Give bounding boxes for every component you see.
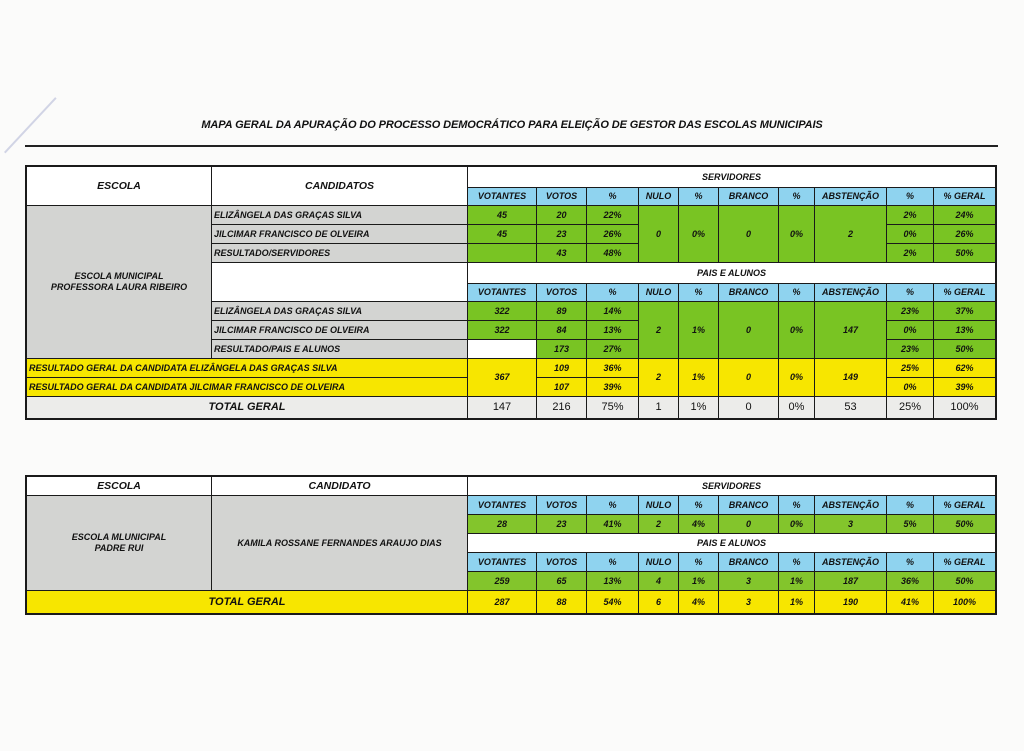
overall-result-label: RESULTADO GERAL DA CANDIDATA ELIZÂNGELA DAS GRAÇAS SILVA: [27, 359, 467, 377]
cell-abstencao-pct: 2%: [887, 244, 933, 262]
col-header-nulo-pct: %: [679, 284, 718, 301]
col-header-nulo: NULO: [639, 496, 678, 514]
total-branco: 3: [719, 591, 778, 613]
col-header-pct: %: [587, 553, 638, 571]
col-header-abstencao-pct: %: [887, 188, 933, 205]
col-header-votos: VOTOS: [537, 188, 586, 205]
col-header-branco-pct: %: [779, 553, 814, 571]
col-header-abstencao: ABSTENÇÃO: [815, 188, 886, 205]
candidatos-header: CANDIDATOS: [212, 167, 467, 205]
cell-votos: 89: [537, 302, 586, 320]
pais-branco: 3: [719, 572, 778, 590]
col-header-branco: BRANCO: [719, 188, 778, 205]
pais-nulo-pct: 1%: [679, 302, 718, 358]
pais-abstencao: 147: [815, 302, 886, 358]
total-abstencao-pct: 41%: [887, 591, 933, 613]
cell-pct: 22%: [587, 206, 638, 224]
overall-result-label: RESULTADO GERAL DA CANDIDATA JILCIMAR FRANCISCO DE OLVEIRA: [27, 378, 467, 396]
pais-nulo-pct: 1%: [679, 572, 718, 590]
cell-votos: 109: [537, 359, 586, 377]
servidores-branco-pct: 0%: [779, 515, 814, 533]
col-header-branco: BRANCO: [719, 496, 778, 514]
cell-pct-geral: 24%: [934, 206, 995, 224]
col-header-abstencao: ABSTENÇÃO: [815, 496, 886, 514]
cell-votos: 43: [537, 244, 586, 262]
col-header-nulo: NULO: [639, 284, 678, 301]
overall-branco-pct: 0%: [779, 359, 814, 396]
total-pct: 54%: [587, 591, 638, 613]
total-abstencao: 190: [815, 591, 886, 613]
servidores-abstencao: 2: [815, 206, 886, 262]
col-header-nulo: NULO: [639, 188, 678, 205]
total-pct-geral: 100%: [934, 591, 995, 613]
cell-abstencao-pct: 23%: [887, 340, 933, 358]
total-abstencao-pct: 25%: [887, 397, 933, 418]
col-header-pct-geral: % GERAL: [934, 188, 995, 205]
cell-abstencao-pct: 25%: [887, 359, 933, 377]
cell-votos: 173: [537, 340, 586, 358]
servidores-nulo: 2: [639, 515, 678, 533]
servidores-nulo-pct: 0%: [679, 206, 718, 262]
total-votos: 88: [537, 591, 586, 613]
col-header-pct: %: [587, 284, 638, 301]
overall-nulo: 2: [639, 359, 678, 396]
cell-votos: 107: [537, 378, 586, 396]
cell-abstencao-pct: 2%: [887, 206, 933, 224]
cell-pct-geral: 50%: [934, 244, 995, 262]
cell-pct-geral: 39%: [934, 378, 995, 396]
cell-pct-geral: 50%: [934, 340, 995, 358]
cell-pct-geral: 37%: [934, 302, 995, 320]
total-branco: 0: [719, 397, 778, 418]
candidato-header: CANDIDATO: [212, 477, 467, 495]
servidores-pct-geral: 50%: [934, 515, 995, 533]
servidores-branco-pct: 0%: [779, 206, 814, 262]
total-branco-pct: 1%: [779, 591, 814, 613]
cell-votantes: 322: [468, 321, 536, 339]
pais-branco-pct: 0%: [779, 302, 814, 358]
total-pct: 75%: [587, 397, 638, 418]
pais-votos: 65: [537, 572, 586, 590]
col-header-abstencao-pct: %: [887, 553, 933, 571]
col-header-votantes: VOTANTES: [468, 284, 536, 301]
pais-result-label: RESULTADO/PAIS E ALUNOS: [212, 340, 467, 358]
servidores-nulo-pct: 4%: [679, 515, 718, 533]
pais-abstencao: 187: [815, 572, 886, 590]
col-header-pct: %: [587, 496, 638, 514]
col-header-branco: BRANCO: [719, 284, 778, 301]
cell-votos: 20: [537, 206, 586, 224]
col-header-abstencao: ABSTENÇÃO: [815, 284, 886, 301]
cell-votantes: [468, 244, 536, 262]
candidate-name: KAMILA ROSSANE FERNANDES ARAUJO DIAS: [212, 496, 467, 590]
cell-votos: 23: [537, 225, 586, 243]
document-title: MAPA GERAL DA APURAÇÃO DO PROCESSO DEMOCRÁTICO PARA ELEIÇÃO DE GESTOR DAS ESCOLAS MUNICIPAIS: [201, 119, 823, 131]
col-header-pct: %: [587, 188, 638, 205]
col-header-votos: VOTOS: [537, 496, 586, 514]
col-header-pct-geral: % GERAL: [934, 496, 995, 514]
col-header-votantes: VOTANTES: [468, 188, 536, 205]
servidores-votos: 23: [537, 515, 586, 533]
cell-pct-geral: 13%: [934, 321, 995, 339]
overall-nulo-pct: 1%: [679, 359, 718, 396]
cell-abstencao-pct: 0%: [887, 378, 933, 396]
cell-abstencao-pct: 0%: [887, 321, 933, 339]
cell-pct: 48%: [587, 244, 638, 262]
col-header-branco-pct: %: [779, 496, 814, 514]
col-header-pct-geral: % GERAL: [934, 284, 995, 301]
col-header-branco: BRANCO: [719, 553, 778, 571]
cell-votantes: 45: [468, 206, 536, 224]
col-header-nulo-pct: %: [679, 496, 718, 514]
escola-name: ESCOLA MLUNICIPAL PADRE RUI: [27, 496, 211, 590]
total-votos: 216: [537, 397, 586, 418]
pais-abstencao-pct: 36%: [887, 572, 933, 590]
pais-section-title: PAIS E ALUNOS: [468, 534, 995, 552]
cell-pct: 36%: [587, 359, 638, 377]
cell-votos: 84: [537, 321, 586, 339]
col-header-abstencao: ABSTENÇÃO: [815, 553, 886, 571]
total-geral-label: TOTAL GERAL: [27, 397, 467, 418]
servidores-abstencao-pct: 5%: [887, 515, 933, 533]
total-branco-pct: 0%: [779, 397, 814, 418]
pais-candidate-label: JILCIMAR FRANCISCO DE OLVEIRA: [212, 321, 467, 339]
pais-nulo: 4: [639, 572, 678, 590]
title-divider: [25, 145, 998, 147]
escola-header: ESCOLA: [27, 167, 211, 205]
servidores-nulo: 0: [639, 206, 678, 262]
servidores-votantes: 28: [468, 515, 536, 533]
cell-pct-geral: 62%: [934, 359, 995, 377]
servidores-candidate-label: ELIZÂNGELA DAS GRAÇAS SILVA: [212, 206, 467, 224]
servidores-result-label: RESULTADO/SERVIDORES: [212, 244, 467, 262]
cell-pct: 39%: [587, 378, 638, 396]
total-geral-label: TOTAL GERAL: [27, 591, 467, 613]
servidores-branco: 0: [719, 206, 778, 262]
pais-pct: 13%: [587, 572, 638, 590]
overall-abstencao: 149: [815, 359, 886, 396]
servidores-section-title: SERVIDORES: [468, 167, 995, 187]
col-header-nulo-pct: %: [679, 188, 718, 205]
col-header-branco-pct: %: [779, 188, 814, 205]
servidores-branco: 0: [719, 515, 778, 533]
col-header-votos: VOTOS: [537, 553, 586, 571]
total-abstencao: 53: [815, 397, 886, 418]
total-pct-geral: 100%: [934, 397, 995, 418]
blank-cell: [212, 263, 467, 301]
servidores-abstencao: 3: [815, 515, 886, 533]
escola-header: ESCOLA: [27, 477, 211, 495]
pais-candidate-label: ELIZÂNGELA DAS GRAÇAS SILVA: [212, 302, 467, 320]
cell-votantes: 322: [468, 302, 536, 320]
cell-pct-geral: 26%: [934, 225, 995, 243]
overall-votantes: 367: [468, 359, 536, 396]
servidores-pct: 41%: [587, 515, 638, 533]
pais-votantes: 259: [468, 572, 536, 590]
cell-abstencao-pct: 0%: [887, 225, 933, 243]
pais-branco: 0: [719, 302, 778, 358]
pais-branco-pct: 1%: [779, 572, 814, 590]
total-nulo: 6: [639, 591, 678, 613]
cell-votantes: [468, 340, 536, 358]
col-header-nulo: NULO: [639, 553, 678, 571]
col-header-votos: VOTOS: [537, 284, 586, 301]
col-header-branco-pct: %: [779, 284, 814, 301]
cell-pct: 14%: [587, 302, 638, 320]
cell-abstencao-pct: 23%: [887, 302, 933, 320]
pais-section-title: PAIS E ALUNOS: [468, 263, 995, 283]
servidores-candidate-label: JILCIMAR FRANCISCO DE OLVEIRA: [212, 225, 467, 243]
cell-pct: 26%: [587, 225, 638, 243]
col-header-votantes: VOTANTES: [468, 553, 536, 571]
total-votantes: 287: [468, 591, 536, 613]
total-nulo-pct: 4%: [679, 591, 718, 613]
col-header-pct-geral: % GERAL: [934, 553, 995, 571]
total-nulo-pct: 1%: [679, 397, 718, 418]
col-header-nulo-pct: %: [679, 553, 718, 571]
results-table-padre-rui: [25, 475, 997, 615]
cell-pct: 27%: [587, 340, 638, 358]
total-nulo: 1: [639, 397, 678, 418]
col-header-abstencao-pct: %: [887, 496, 933, 514]
total-votantes: 147: [468, 397, 536, 418]
cell-votantes: 45: [468, 225, 536, 243]
col-header-votantes: VOTANTES: [468, 496, 536, 514]
pais-nulo: 2: [639, 302, 678, 358]
overall-branco: 0: [719, 359, 778, 396]
escola-name: ESCOLA MUNICIPAL PROFESSORA LAURA RIBEIRO: [27, 206, 211, 358]
servidores-section-title: SERVIDORES: [468, 477, 995, 495]
pais-pct-geral: 50%: [934, 572, 995, 590]
col-header-abstencao-pct: %: [887, 284, 933, 301]
results-table-laura-ribeiro: [25, 165, 997, 420]
cell-pct: 13%: [587, 321, 638, 339]
